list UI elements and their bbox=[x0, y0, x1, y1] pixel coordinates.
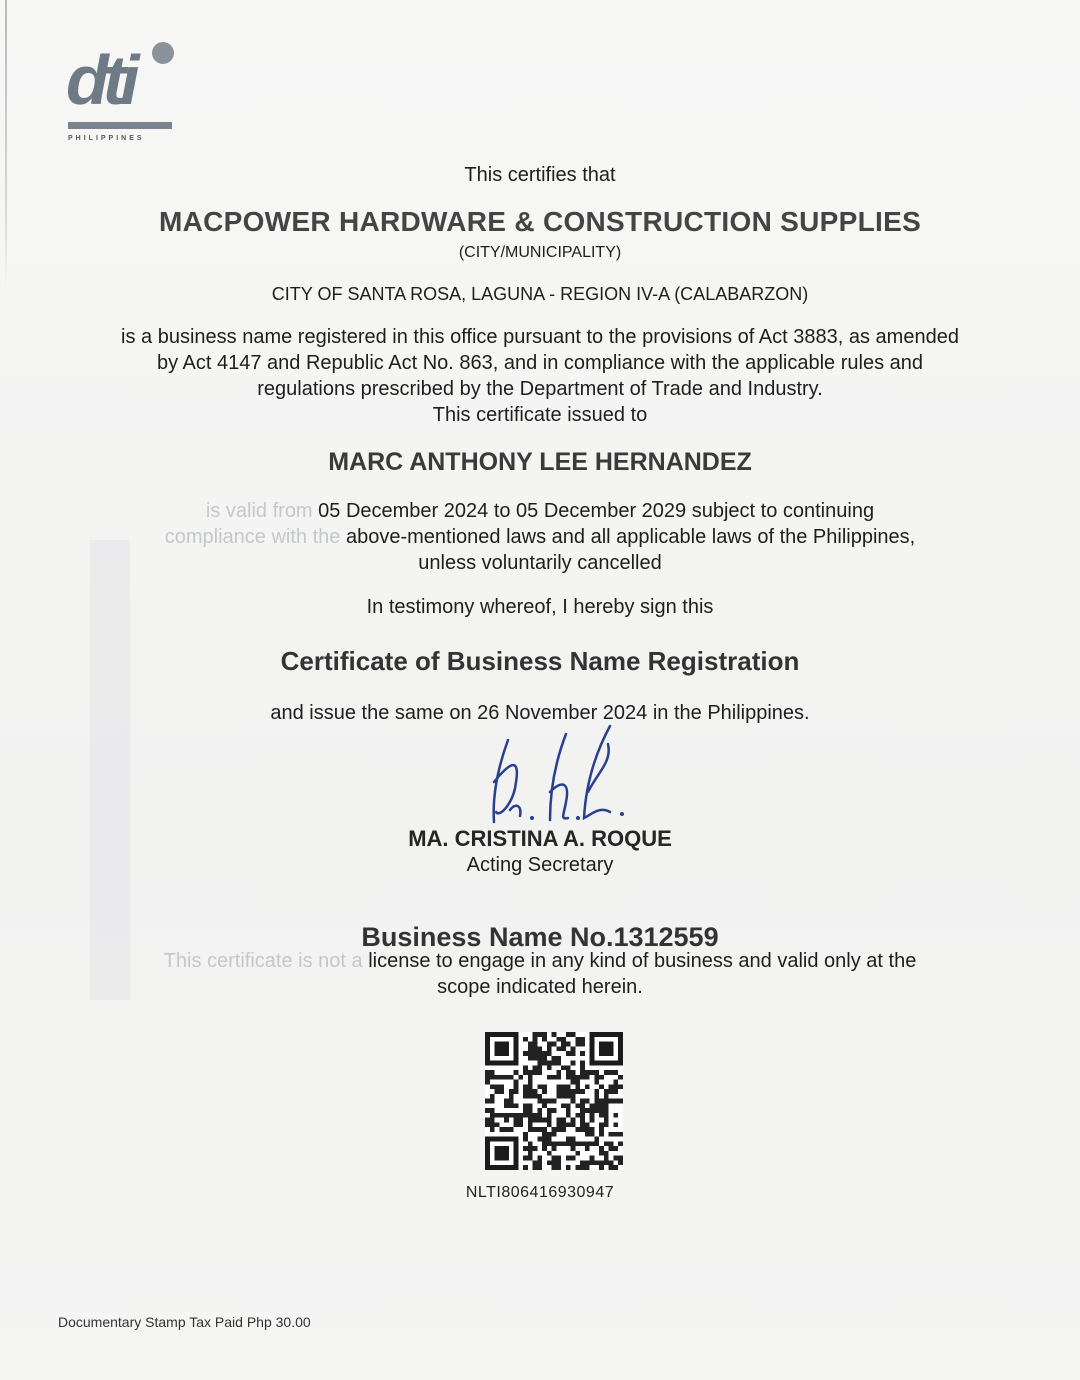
disclaimer-line-2: scope indicated herein. bbox=[437, 976, 643, 998]
business-name: MACPOWER HARDWARE & CONSTRUCTION SUPPLIES bbox=[158, 206, 922, 237]
dti-logo-bar bbox=[68, 122, 172, 129]
qr-code-id: NLTI806416930947 bbox=[465, 1184, 615, 1201]
owner-name: MARC ANTHONY LEE HERNANDEZ bbox=[328, 448, 752, 476]
testimony-text: In testimony whereof, I hereby sign this bbox=[366, 596, 714, 618]
body-line-2: by Act 4147 and Republic Act No. 863, and in compliance with the applicable rules and bbox=[156, 352, 924, 374]
validity-line-2 bbox=[0, 526, 1080, 549]
disclaimer-line-1 bbox=[0, 950, 1080, 973]
certifies-text: This certifies that bbox=[464, 164, 616, 186]
signatory-title: Acting Secretary bbox=[466, 854, 614, 876]
signature-image bbox=[470, 722, 640, 832]
stamp-tax-text: Documentary Stamp Tax Paid Php 30.00 bbox=[58, 1314, 311, 1330]
validity-line-2-text: above-mentioned laws and all applicable laws of the Philippines, bbox=[345, 526, 916, 548]
dti-logo-subtitle: PHILIPPINES bbox=[68, 135, 145, 142]
dti-logo-dot bbox=[152, 42, 174, 64]
location-text: CITY OF SANTA ROSA, LAGUNA - REGION IV-A (CALABARZON) bbox=[271, 284, 809, 304]
dti-logo-word: dti bbox=[66, 41, 134, 119]
business-name-number: Business Name No.1312559 bbox=[361, 922, 719, 952]
body-line-1: is a business name registered in this office pursuant to the provisions of Act 3883, as amended bbox=[121, 326, 959, 348]
scope-label: (CITY/MUNICIPALITY) bbox=[458, 244, 622, 261]
validity-line-1-text: 05 December 2024 to 05 December 2029 subject to continuing bbox=[318, 500, 875, 522]
validity-line-2-faint: compliance with the bbox=[164, 526, 346, 548]
certificate-title: Certificate of Business Name Registration bbox=[280, 646, 800, 676]
issued-to-label: This certificate issued to bbox=[432, 404, 648, 426]
disclaimer-line-1-faint: This certificate is not a bbox=[163, 950, 369, 972]
qr-code bbox=[485, 1032, 623, 1170]
signatory-name: MA. CRISTINA A. ROQUE bbox=[408, 826, 672, 851]
validity-line-1-faint: is valid from bbox=[205, 500, 319, 522]
issue-line: and issue the same on 26 November 2024 in the Philippines. bbox=[270, 702, 810, 724]
dti-logo bbox=[62, 40, 182, 150]
disclaimer-line-1-text: license to engage in any kind of business and valid only at the bbox=[368, 950, 917, 972]
validity-line-1 bbox=[0, 500, 1080, 523]
validity-line-3: unless voluntarily cancelled bbox=[418, 552, 662, 574]
body-line-3: regulations prescribed by the Department of Trade and Industry. bbox=[257, 378, 823, 400]
